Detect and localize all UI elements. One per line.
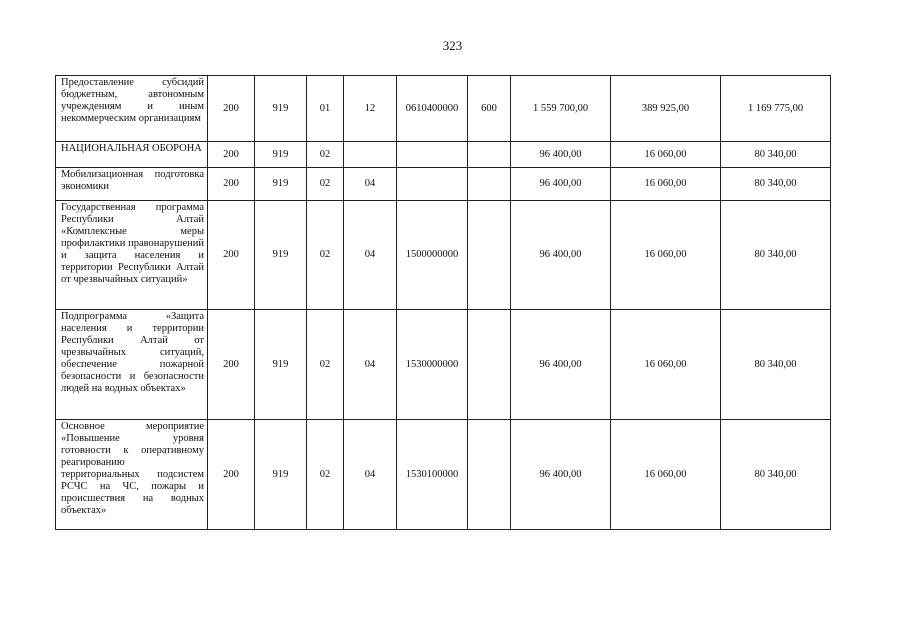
code-admin: 200 [208, 168, 255, 201]
code-admin: 200 [208, 76, 255, 142]
code-subsection: 12 [344, 76, 397, 142]
amount-total: 1 559 700,00 [511, 76, 611, 142]
amount-federal: 16 060,00 [611, 168, 721, 201]
code-ministry: 919 [255, 76, 307, 142]
budget-table [55, 75, 831, 530]
code-admin: 200 [208, 420, 255, 530]
code-subsection: 04 [344, 168, 397, 201]
code-ministry: 919 [255, 168, 307, 201]
table-row [56, 310, 831, 420]
code-ministry: 919 [255, 310, 307, 420]
amount-regional: 80 340,00 [721, 201, 831, 310]
code-target-article: 1530000000 [397, 310, 468, 420]
amount-regional: 80 340,00 [721, 168, 831, 201]
code-expense-type [468, 142, 511, 168]
amount-regional: 1 169 775,00 [721, 76, 831, 142]
code-subsection: 04 [344, 310, 397, 420]
code-expense-type [468, 420, 511, 530]
code-section: 02 [307, 142, 344, 168]
amount-total: 96 400,00 [511, 142, 611, 168]
code-subsection: 04 [344, 420, 397, 530]
code-ministry: 919 [255, 420, 307, 530]
code-expense-type [468, 310, 511, 420]
amount-regional: 80 340,00 [721, 310, 831, 420]
code-subsection: 04 [344, 201, 397, 310]
code-target-article [397, 142, 468, 168]
code-ministry: 919 [255, 142, 307, 168]
row-name: Подпрограмма «Защита населения и территории Республики Алтай от чрезвычайных ситуаций, обеспечение пожарной безопасности и безопасности людей на водных объектах» [56, 310, 208, 420]
row-name: НАЦИОНАЛЬНАЯ ОБОРОНА [56, 142, 208, 168]
code-section: 02 [307, 201, 344, 310]
table-row [56, 420, 831, 530]
code-expense-type [468, 168, 511, 201]
amount-regional: 80 340,00 [721, 420, 831, 530]
table-row [56, 76, 831, 142]
row-name: Предоставление субсидий бюджетным, автономным учреждениям и иным некоммерческим организациям [56, 76, 208, 142]
table-body [56, 76, 831, 530]
code-target-article: 0610400000 [397, 76, 468, 142]
code-section: 02 [307, 420, 344, 530]
amount-federal: 16 060,00 [611, 310, 721, 420]
row-name: Государственная программа Республики Алтай «Комплексные меры профилактики правонарушений и защита населения и территории Республики Алтай от чрезвычайных ситуаций» [56, 201, 208, 310]
code-section: 02 [307, 310, 344, 420]
amount-federal: 16 060,00 [611, 420, 721, 530]
amount-federal: 389 925,00 [611, 76, 721, 142]
code-section: 02 [307, 168, 344, 201]
code-expense-type [468, 201, 511, 310]
row-name: Основное мероприятие «Повышение уровня готовности к оперативному реагированию территориальных подсистем РСЧС на ЧС, пожары и происшествия на водных объектах» [56, 420, 208, 530]
code-target-article: 1530100000 [397, 420, 468, 530]
code-target-article: 1500000000 [397, 201, 468, 310]
code-target-article [397, 168, 468, 201]
amount-total: 96 400,00 [511, 310, 611, 420]
code-admin: 200 [208, 142, 255, 168]
code-section: 01 [307, 76, 344, 142]
amount-total: 96 400,00 [511, 420, 611, 530]
code-ministry: 919 [255, 201, 307, 310]
amount-regional: 80 340,00 [721, 142, 831, 168]
amount-federal: 16 060,00 [611, 142, 721, 168]
code-subsection [344, 142, 397, 168]
amount-federal: 16 060,00 [611, 201, 721, 310]
code-admin: 200 [208, 201, 255, 310]
row-name: Мобилизационная подготовка экономики [56, 168, 208, 201]
table-row [56, 168, 831, 201]
code-admin: 200 [208, 310, 255, 420]
table-row [56, 201, 831, 310]
amount-total: 96 400,00 [511, 168, 611, 201]
table-row [56, 142, 831, 168]
code-expense-type: 600 [468, 76, 511, 142]
amount-total: 96 400,00 [511, 201, 611, 310]
page-number: 323 [442, 38, 463, 53]
